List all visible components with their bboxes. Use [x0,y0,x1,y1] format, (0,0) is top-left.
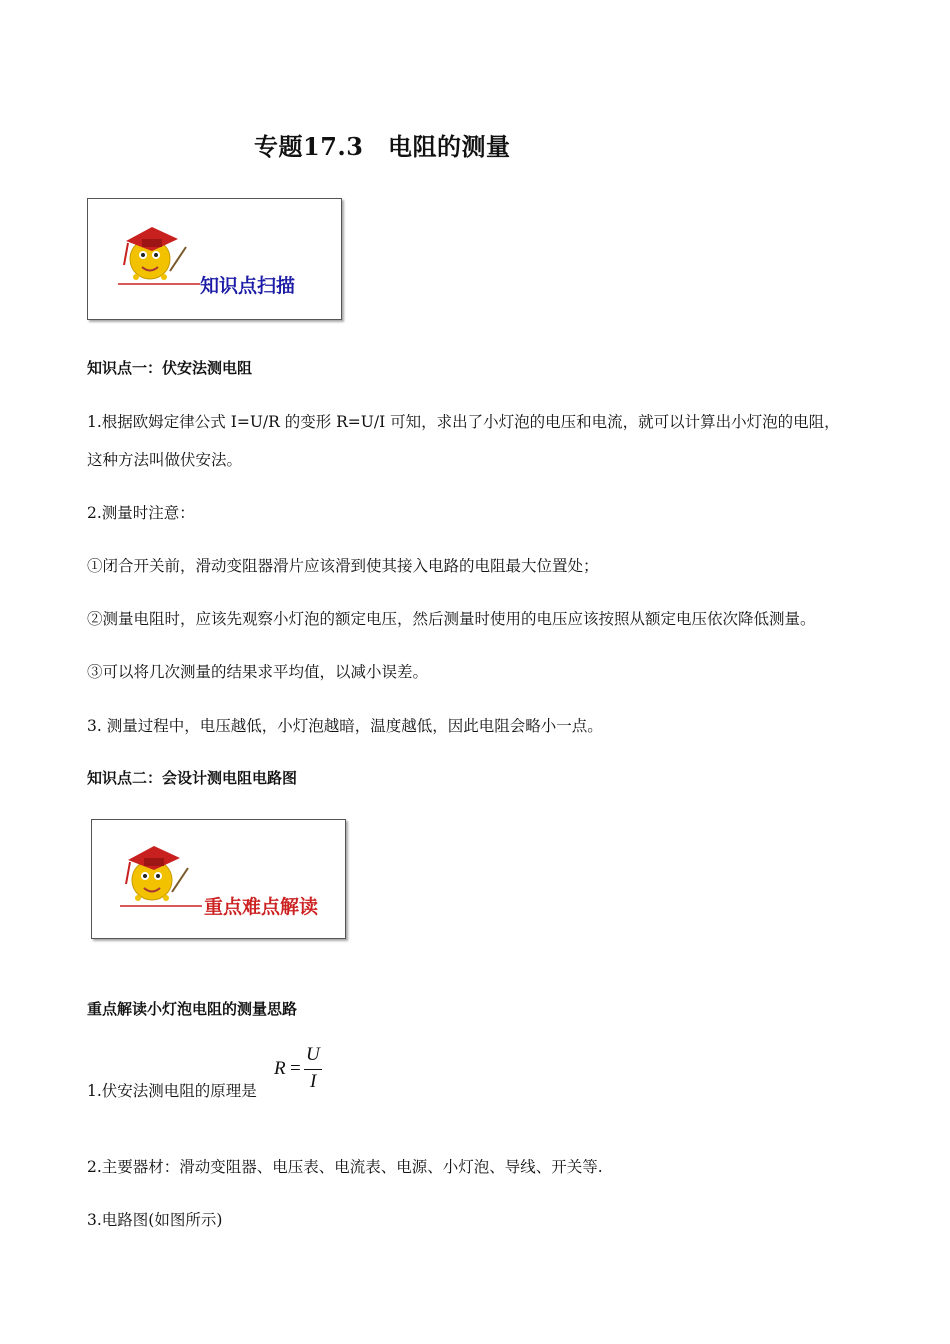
section1-item2: ②测量电阻时，应该先观察小灯泡的额定电压，然后测量时使用的电压应该按照从额定电压依次降低测量。 [87,610,816,628]
key-points-banner [91,819,346,939]
formula-equals: = [290,1058,301,1079]
section1-p2: 2.测量时注意： [87,504,195,522]
page-title: 专题17.3 电阻的测量 [254,132,511,161]
section1-item3: ③可以将几次测量的结果求平均值，以减小误差。 [87,663,429,681]
graduation-mascot-icon [92,820,345,938]
section3-heading: 重点解读小灯泡电阻的测量思路 [87,1000,298,1018]
section2-heading: 知识点二：会设计测电阻电路图 [87,769,298,787]
section3-p2: 2.主要器材：滑动变阻器、电压表、电流表、电源、小灯泡、导线、开关等. [87,1158,603,1176]
section3-p3: 3.电路图(如图所示) [87,1211,223,1229]
section1-heading: 知识点一：伏安法测电阻 [87,359,253,377]
graduation-mascot-icon [88,199,341,319]
section1-p1-line2: 这种方法叫做伏安法。 [87,451,243,469]
section1-item1: ①闭合开关前，滑动变阻器滑片应该滑到使其接入电路的电阻最大位置处； [87,557,599,575]
ohm-formula [270,1044,330,1096]
section1-p3: 3. 测量过程中，电压越低，小灯泡越暗，温度越低，因此电阻会略小一点。 [87,717,603,735]
formula-lhs: R [274,1058,286,1079]
formula-numerator: U [306,1044,320,1065]
key-points-label: 重点难点解读 [204,896,319,918]
knowledge-scan-banner [87,198,342,320]
section3-p1: 1.伏安法测电阻的原理是 [87,1082,257,1100]
formula-denominator: I [310,1071,317,1092]
knowledge-scan-label: 知识点扫描 [200,275,296,297]
section1-p1-line1: 1.根据欧姆定律公式 I=U/R 的变形 R=U/I 可知，求出了小灯泡的电压和电流，就可以计算出小灯泡的电阻， [87,413,840,431]
formula-fraction-bar [304,1069,322,1070]
